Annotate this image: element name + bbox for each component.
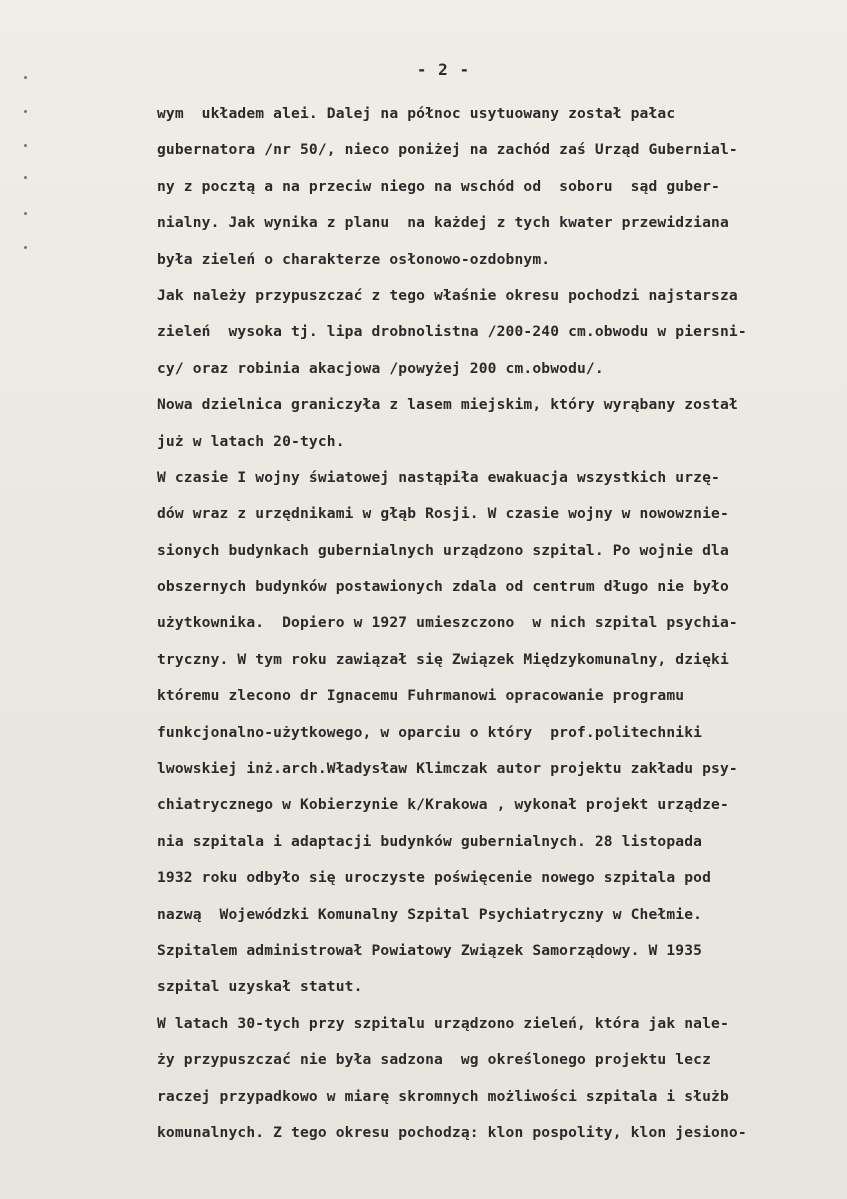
text-line: nialny. Jak wynika z planu na każdej z tych kwater przewidziana [157,214,729,232]
binding-mark [24,144,27,147]
binding-mark [24,212,27,215]
text-line: komunalnych. Z tego okresu pochodzą: klon pospolity, klon jesiono- [157,1123,747,1141]
binding-mark [24,176,27,179]
text-line: któremu zlecono dr Ignacemu Fuhrmanowi opracowanie programu [157,687,685,705]
text-line: chiatrycznego w Kobierzynie k/Krakowa , wykonał projekt urządze- [157,796,729,814]
text-line: Jak należy przypuszczać z tego właśnie okresu pochodzi najstarsza [157,286,738,304]
page-number: - 2 - [416,60,471,79]
text-line: tryczny. W tym roku zawiązał się Związek Międzykomunalny, dzięki [157,650,729,668]
binding-mark [24,246,27,249]
text-line: już w latach 20-tych. [157,432,345,450]
text-line: obszernych budynków postawionych zdala od centrum długo nie było [157,578,729,596]
text-line: W czasie I wojny światowej nastąpiła ewakuacja wszystkich urzę- [157,468,720,486]
text-line: raczej przypadkowo w miarę skromnych możliwości szpitala i służb [157,1087,729,1105]
typewritten-text [157,96,847,1151]
text-line: użytkownika. Dopiero w 1927 umieszczono w nich szpital psychia- [157,614,738,632]
text-line: Szpitalem administrował Powiatowy Związek Samorządowy. W 1935 [157,941,703,959]
text-line: nazwą Wojewódzki Komunalny Szpital Psychiatryczny w Chełmie. [157,905,703,923]
text-line: 1932 roku odbyło się uroczyste poświęcenie nowego szpitala pod [157,869,712,887]
text-line: cy/ oraz robinia akacjowa /powyżej 200 cm.obwodu/. [157,359,604,377]
binding-mark [24,110,27,113]
text-line: W latach 30-tych przy szpitalu urządzono zieleń, która jak nale- [157,1014,729,1032]
text-line: gubernatora /nr 50/, nieco poniżej na zachód zaś Urząd Gubernial- [157,141,738,159]
text-line: Nowa dzielnica graniczyła z lasem miejskim, który wyrąbany został [157,396,738,414]
text-line: szpital uzyskał statut. [157,978,363,996]
text-line: zieleń wysoka tj. lipa drobnolistna /200-240 cm.obwodu w piersni- [157,323,747,341]
text-line: funkcjonalno-użytkowego, w oparciu o który prof.politechniki [157,723,703,741]
text-line: lwowskiej inż.arch.Władysław Klimczak autor projektu zakładu psy- [157,760,738,778]
text-line: nia szpitala i adaptacji budynków gubernialnych. 28 listopada [157,832,703,850]
text-line: wym układem alei. Dalej na północ usytuowany został pałac [157,105,676,122]
binding-hole-marks [24,70,34,1170]
text-line: ży przypuszczać nie była sadzona wg określonego projektu lecz [157,1051,712,1069]
text-line: dów wraz z urzędnikami w głąb Rosji. W czasie wojny w nowowznie- [157,505,729,523]
text-line: była zieleń o charakterze osłonowo-ozdobnym. [157,250,551,268]
text-line: ny z pocztą a na przeciw niego na wschód od soboru sąd guber- [157,177,720,195]
text-line: sionych budynkach gubernialnych urządzono szpital. Po wojnie dla [157,541,729,559]
